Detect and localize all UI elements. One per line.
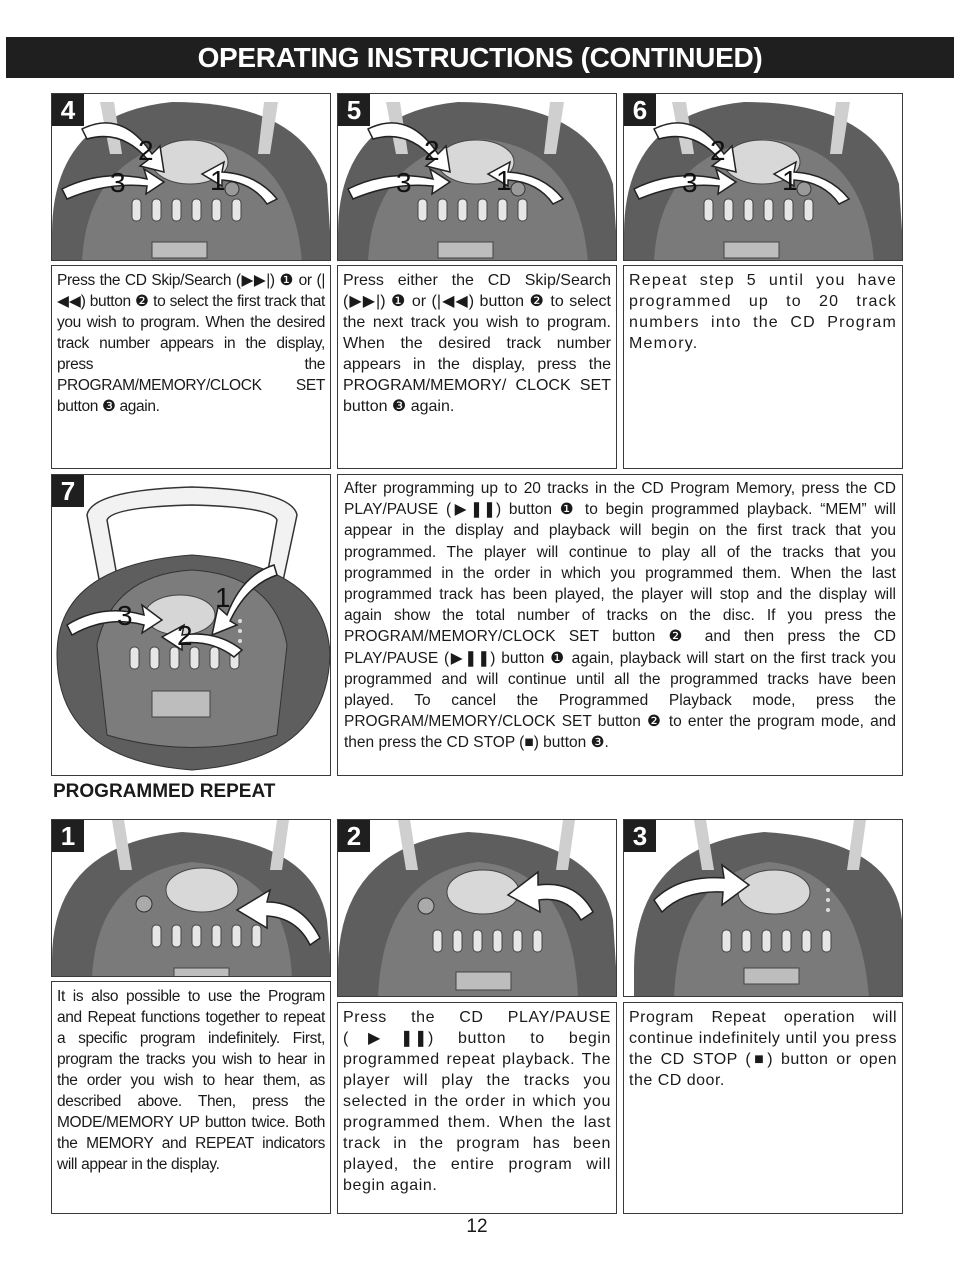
repeat-step-3-text: Program Repeat operation will continue indefinitely until you press the CD STOP (■) button or open the CD door.	[623, 1002, 903, 1214]
step-6-illustration	[623, 93, 903, 261]
page-number: 12	[466, 1216, 488, 1237]
step-5-illustration	[337, 93, 617, 261]
callout-1: 1	[496, 165, 512, 196]
step-7-illustration	[51, 474, 331, 776]
repeat-step-3-number: 3	[624, 820, 656, 852]
repeat-step-2-text: Press the CD PLAY/PAUSE (▶❚❚) button to begin programmed repeat playback. The player will play the tracks you selected in the order in which you programmed them. When the last track in the program has been played, the entire program will begin again.	[337, 1002, 617, 1214]
step-4-number: 4	[52, 94, 84, 126]
callout-2: 2	[138, 135, 154, 166]
section-title-programmed-repeat: PROGRAMMED REPEAT	[53, 781, 276, 802]
repeat-step-1-illustration	[51, 819, 331, 977]
step-6-text: Repeat step 5 until you have programmed up to 20 track numbers into the CD Program Memory.	[623, 265, 903, 469]
step-5-text: Press either the CD Skip/Search (▶▶|) ❶ or (|◀◀) button ❷ to select the next track you wish to program. When the desired track number appears in the display, press the PROGRAM/MEMORY/ CLOCK SET button ❸ again.	[337, 265, 617, 469]
callout-2: 2	[710, 135, 726, 166]
callout-3: 3	[110, 167, 126, 198]
repeat-step-1-number: 1	[52, 820, 84, 852]
callout-3: 3	[396, 167, 412, 198]
step-7-number: 7	[52, 475, 84, 507]
step-4-illustration	[51, 93, 331, 261]
step-7-text: After programming up to 20 tracks in the CD Program Memory, press the CD PLAY/PAUSE (▶❚❚) button ❶ to begin programmed playback. “MEM” will appear in the display and playback will begin on the first track that you programmed. The player will continue to play all of the tracks that you programmed in the order in which you programmed them. When the last programmed track has been played, the player will stop and the display will again show the total number of tracks on the disc. If you press the PROGRAM/MEMORY/CLOCK SET button ❷ and then press the CD PLAY/PAUSE (▶❚❚) button ❶ again, playback will start on the first track you programmed and will continue until all the programmed tracks have been played. To cancel the Programmed Playback mode, press the PROGRAM/MEMORY/CLOCK SET button ❷ to enter the program mode, and then press the CD STOP (■) button ❸.	[337, 474, 903, 776]
repeat-step-1-text: It is also possible to use the Program and Repeat functions together to repeat a specific program indefinitely. First, program the tracks you wish to hear in the order you wish to hear them, as described above. Then, press the MODE/MEMORY UP button twice. Both the MEMORY and REPEAT indicators will appear in the display.	[51, 981, 331, 1214]
boombox-top-view	[634, 820, 903, 997]
callout-3: 3	[117, 600, 133, 631]
page-title: OPERATING INSTRUCTIONS (CONTINUED)	[6, 37, 954, 78]
callout-2: 2	[177, 620, 193, 651]
boombox-angled-view	[57, 487, 330, 770]
callout-1: 1	[215, 582, 231, 613]
callout-1: 1	[782, 165, 798, 196]
step-5-number: 5	[338, 94, 370, 126]
repeat-step-2-number: 2	[338, 820, 370, 852]
callout-3: 3	[682, 167, 698, 198]
step-6-number: 6	[624, 94, 656, 126]
callout-2: 2	[424, 135, 440, 166]
callout-1: 1	[210, 165, 226, 196]
boombox-top-view	[52, 820, 331, 977]
step-4-text: Press the CD Skip/Search (▶▶|) ❶ or (|◀◀) button ❷ to select the first track that you wish to program. When the desired track number appears in the display, press the PROGRAM/MEMORY/CLOCK SET button ❸ again.	[51, 265, 331, 469]
repeat-step-2-illustration	[337, 819, 617, 997]
repeat-step-3-illustration	[623, 819, 903, 997]
